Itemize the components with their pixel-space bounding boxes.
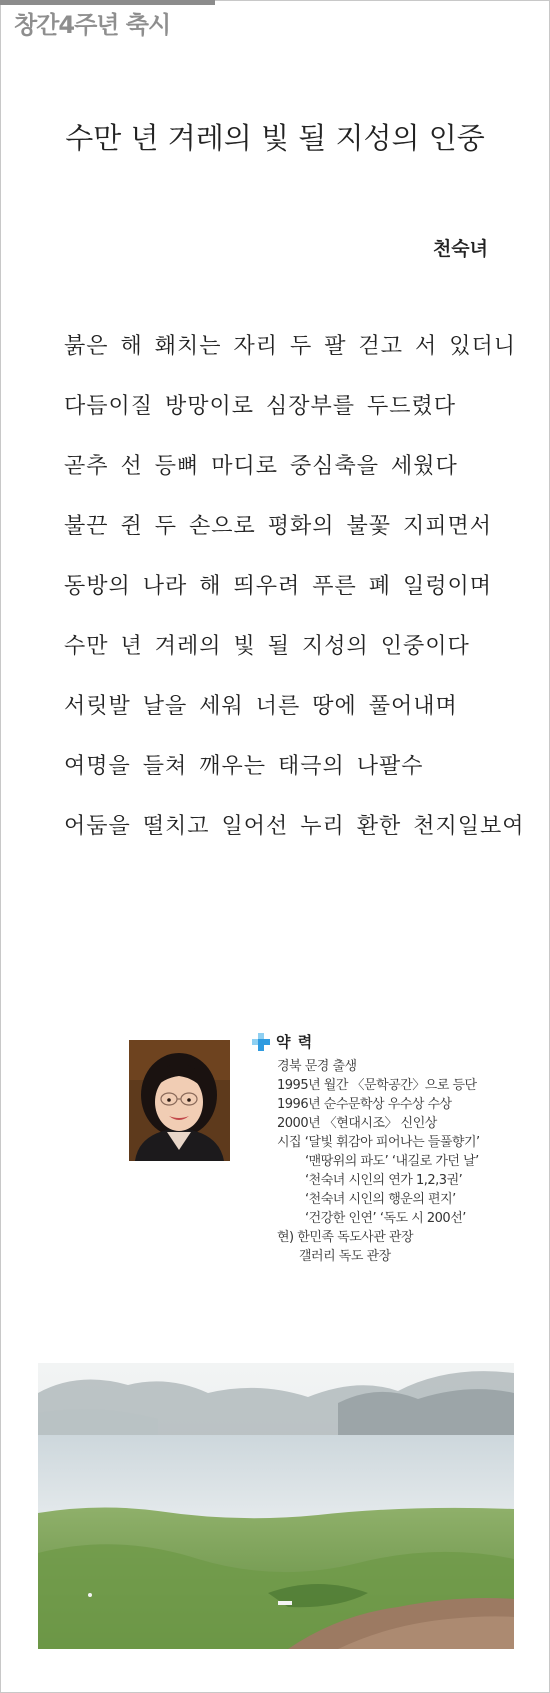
- bio-line: 1996년 순수문학상 우수상 수상: [277, 1097, 452, 1112]
- poem-line: 불끈 쥔 두 손으로 평화의 불꽃 지피면서: [64, 514, 492, 539]
- top-accent-bar: [0, 0, 215, 5]
- bio-line: ‘천숙녀 시인의 연가 1,2,3권’: [305, 1173, 463, 1188]
- section-label: 창간4주년 축시: [14, 11, 171, 39]
- bio-line: 현) 한민족 독도사관 관장: [277, 1230, 414, 1245]
- portrait-illustration: [129, 1040, 230, 1161]
- bio-line: 경북 문경 출생: [277, 1059, 357, 1074]
- poem-line: 서릿발 날을 세워 너른 땅에 풀어내며: [64, 694, 458, 719]
- poem-title: 수만 년 겨레의 빛 될 지성의 인중: [65, 121, 485, 155]
- poem-line: 붉은 해 홰치는 자리 두 팔 걷고 서 있더니: [64, 334, 516, 359]
- bio-line: ‘맨땅위의 파도’ ‘내길로 가던 날’: [305, 1154, 479, 1169]
- poem-line: 어둠을 떨치고 일어선 누리 환한 천지일보여: [64, 814, 525, 839]
- bio-line: ‘건강한 인연’ ‘독도 시 200선’: [305, 1211, 466, 1226]
- bio-line: 2000년 〈현대시조〉 신인상: [277, 1116, 437, 1131]
- poem-line: 다듬이질 방망이로 심장부를 두드렸다: [64, 394, 457, 419]
- bio-line: ‘천숙녀 시인의 행운의 편지’: [305, 1192, 456, 1207]
- bio-line: 갤러리 독도 관장: [299, 1249, 391, 1264]
- poem-line: 곧추 선 등뼈 마디로 중심축을 세웠다: [64, 454, 458, 479]
- bio-list: [277, 1057, 537, 1266]
- bio-heading: 약 력: [276, 1033, 314, 1051]
- poem-line: 동방의 나라 해 띄우려 푸른 폐 일렁이며: [64, 574, 492, 599]
- portrait-photo: [129, 1040, 230, 1161]
- bio-line: 시집 ‘달빛 휘감아 피어나는 들풀향기’: [277, 1135, 480, 1150]
- bio-marker-icon: [252, 1033, 270, 1051]
- crater-lake-illustration: [38, 1363, 514, 1649]
- landscape-photo: [38, 1363, 514, 1649]
- poem-line: 수만 년 겨레의 빛 될 지성의 인중이다: [64, 634, 470, 659]
- poem-author: 천숙녀: [432, 238, 488, 260]
- bio-line: 1995년 월간 〈문학공간〉으로 등단: [277, 1078, 477, 1093]
- poem-line: 여명을 들쳐 깨우는 태극의 나팔수: [64, 754, 424, 779]
- poem-body: [64, 327, 534, 867]
